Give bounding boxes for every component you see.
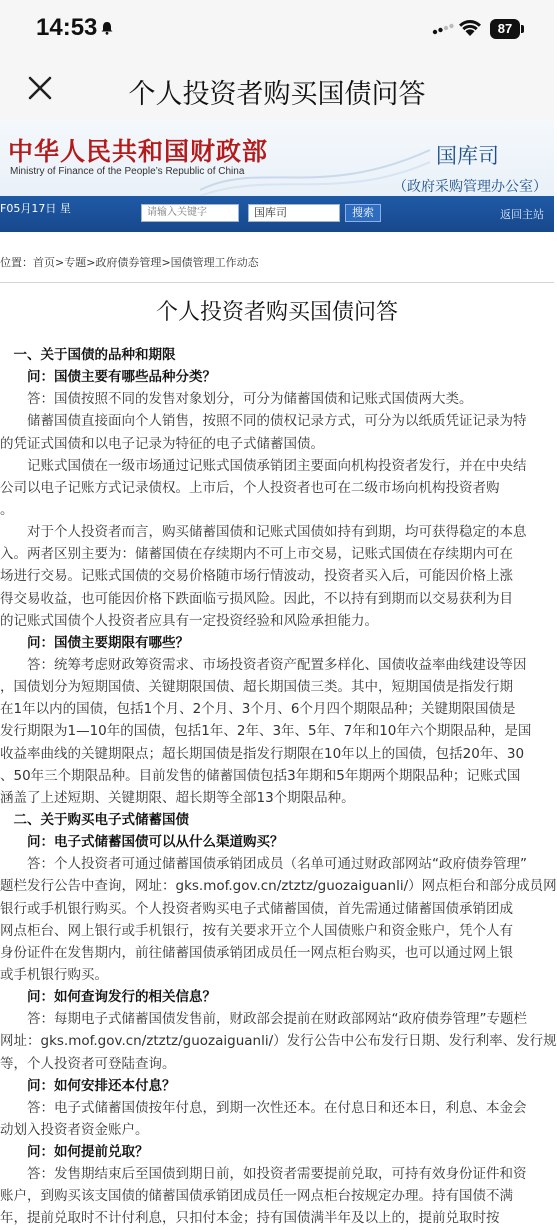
article-heading: 问：如何提前兑取？ <box>0 1144 149 1161</box>
breadcrumb-separator: > <box>86 256 96 269</box>
status-bar <box>0 0 554 58</box>
article-paragraph-line: 、50年三个期限品种。目前发售的储蓄国债包括3年期和5年期两个期限品种；记账式国 <box>0 767 521 784</box>
department-name: 国库司 <box>436 144 499 168</box>
article-paragraph-line: 答：每期电子式储蓄国债发售前，财政部会提前在财政部网站“政府债券管理”专题栏 <box>0 1011 527 1028</box>
article-paragraph-line: 答：个人投资者可通过储蓄国债承销团成员（名单可通过财政部网站“政府债券管理” <box>0 856 527 873</box>
breadcrumb-item-home[interactable]: 首页 <box>33 256 55 269</box>
article-paragraph-line: 得交易收益，也可能因价格下跌面临亏损风险。因此，不以持有到期而以交易获利为目 <box>0 590 513 607</box>
article-paragraph-line: 发行期限为1—10年的国债，包括1年、2年、3年、5年、7年和10年六个期限品种，是国 <box>0 723 532 740</box>
bell-icon <box>100 21 114 35</box>
article-paragraph-line: 答：发售期结束后至国债到期日前，如投资者需要提前兑取，可持有效身份证件和资 <box>0 1166 527 1183</box>
article-paragraph-line: 题栏发行公告中查询，网址：gks.mof.gov.cn/ztztz/guozaiguanli/）网点柜台和部分成员网 <box>0 878 557 895</box>
article-paragraph-line: 账户，到购买该支国债的储蓄国债承销团成员任一网点柜台按规定办理。持有国债不满 <box>0 1188 513 1205</box>
home-link[interactable]: 返回主站 <box>500 208 544 221</box>
article-heading: 问：电子式储蓄国债可以从什么渠道购买？ <box>0 834 284 851</box>
breadcrumb-item-topics[interactable]: 专题 <box>64 256 87 269</box>
article-paragraph-line: 动划入投资者资金账户。 <box>0 1121 149 1138</box>
article-heading: 问：如何查询发行的相关信息？ <box>0 989 216 1006</box>
article-paragraph-line: 年，提前兑取时不计付利息，只扣付本金；持有国债满半年及以上的，提前兑取时按 <box>0 1210 500 1227</box>
article-paragraph-line: 储蓄国债直接面向个人销售，按照不同的债权记录方式，可分为以纸质凭证记录为特 <box>0 413 527 430</box>
breadcrumb-item-news[interactable]: 国债管理工作动态 <box>170 256 259 269</box>
article-paragraph-line: 的凭证式国债和以电子记录为特征的电子式储蓄国债。 <box>0 435 324 452</box>
article-paragraph-line: 答：国债按照不同的发售对象划分，可分为储蓄国债和记账式国债两大类。 <box>0 391 473 408</box>
article-heading: 二、关于购买电子式储蓄国债 <box>0 811 189 828</box>
article-paragraph-line: ，国债划分为短期国债、关键期限国债、超长期国债三类。其中，短期国债是指发行期 <box>0 679 513 696</box>
article-paragraph-line: 涵盖了上述短期、关键期限、超长期等全部13个期限品种。 <box>0 789 355 806</box>
breadcrumb-divider <box>0 282 554 283</box>
breadcrumb-prefix: 位置： <box>0 256 33 269</box>
site-logo-text: 中华人民共和国财政部 <box>8 137 269 166</box>
article-paragraph-line: 。 <box>0 501 14 518</box>
article-paragraph-line: 答：统筹考虑财政筹资需求、市场投资者资产配置多样化、国债收益率曲线建设等因 <box>0 656 527 673</box>
article-heading: 一、关于国债的品种和期限 <box>0 347 176 363</box>
site-banner <box>0 120 554 196</box>
breadcrumb-separator: > <box>55 256 65 269</box>
article-paragraph-line: 对于个人投资者而言，购买储蓄国债和记账式国债如持有到期，均可获得稳定的本息 <box>0 524 527 541</box>
article-paragraph-line: 或手机银行购买。 <box>0 966 108 983</box>
article-title: 个人投资者购买国债问答 <box>155 300 398 325</box>
article-heading: 问：国债主要有哪些品种分类？ <box>0 369 216 386</box>
site-logo-english: Ministry of Finance of the People’s Republic of China <box>10 166 245 177</box>
article-paragraph-line: 的记账式国债个人投资者应具有一定投资经验和风险承担能力。 <box>0 612 378 629</box>
battery-nub <box>521 25 524 33</box>
article-paragraph-line: 网点柜台、网上银行或手机银行，按有关要求开立个人国债账户和资金账户，凭个人有 <box>0 922 513 939</box>
article-paragraph-line: 答：电子式储蓄国债按年付息，到期一次性还本。在付息日和还本日，利息、本金会 <box>0 1099 527 1116</box>
article-paragraph-line: 入。两者区别主要为：储蓄国债在存续期内不可上市交易，记账式国债在存续期内可在 <box>0 546 513 563</box>
breadcrumb-item-bond-management[interactable]: 政府债券管理 <box>95 256 162 269</box>
status-time: 14:53 <box>36 14 98 41</box>
search-input[interactable]: 请输入关键字 <box>141 204 239 222</box>
article-heading: 问：国债主要期限有哪些？ <box>0 634 189 651</box>
wifi-icon <box>458 18 482 38</box>
article-paragraph-line: 网址：gks.mof.gov.cn/ztztz/guozaiguanli/）发行公告中公布发行日期、发行利率、发行规 <box>0 1033 557 1050</box>
search-scope-select[interactable]: 国库司 <box>248 204 340 222</box>
article-paragraph-line: 在1年以内的国债，包括1个月、2个月、3个月、6个月四个期限品种；关键期限国债是 <box>0 701 516 718</box>
page-title: 个人投资者购买国债问答 <box>128 79 426 110</box>
article-body <box>0 344 557 1230</box>
department-subtitle: （政府采购管理办公室） <box>393 179 547 195</box>
battery-icon: 87 <box>490 19 520 39</box>
search-button[interactable]: 搜索 <box>345 204 381 222</box>
article-paragraph-line: 身份证件在发售期内，前往储蓄国债承销团成员任一网点柜台购买，也可以通过网上银 <box>0 944 513 961</box>
current-date: F05月17日 星 <box>0 202 71 215</box>
article-paragraph-line: 收益率曲线的关键期限点；超长期国债是指发行期限在10年以上的国债，包括20年、30 <box>0 745 525 762</box>
article-paragraph-line: 记账式国债在一级市场通过记账式国债承销团主要面向机构投资者发行，并在中央结 <box>0 457 527 474</box>
article-paragraph-line: 银行或手机银行购买。个人投资者购买电子式储蓄国债，首先需通过储蓄国债承销团成 <box>0 900 513 917</box>
site-search-bar <box>0 196 554 232</box>
breadcrumb <box>0 254 554 278</box>
nav-bar <box>0 58 554 120</box>
signal-icon <box>432 20 454 36</box>
article-paragraph-line: 公司以电子记账方式记录债权。上市后，个人投资者也可在二级市场向机构投资者购 <box>0 479 500 496</box>
article-heading: 问：如何安排还本付息？ <box>0 1077 176 1094</box>
breadcrumb-separator: > <box>161 256 171 269</box>
article-paragraph-line: 等，个人投资者可登陆查询。 <box>0 1055 176 1072</box>
article-paragraph-line: 场进行交易。记账式国债的交易价格随市场行情波动，投资者买入后，可能因价格上涨 <box>0 568 513 585</box>
